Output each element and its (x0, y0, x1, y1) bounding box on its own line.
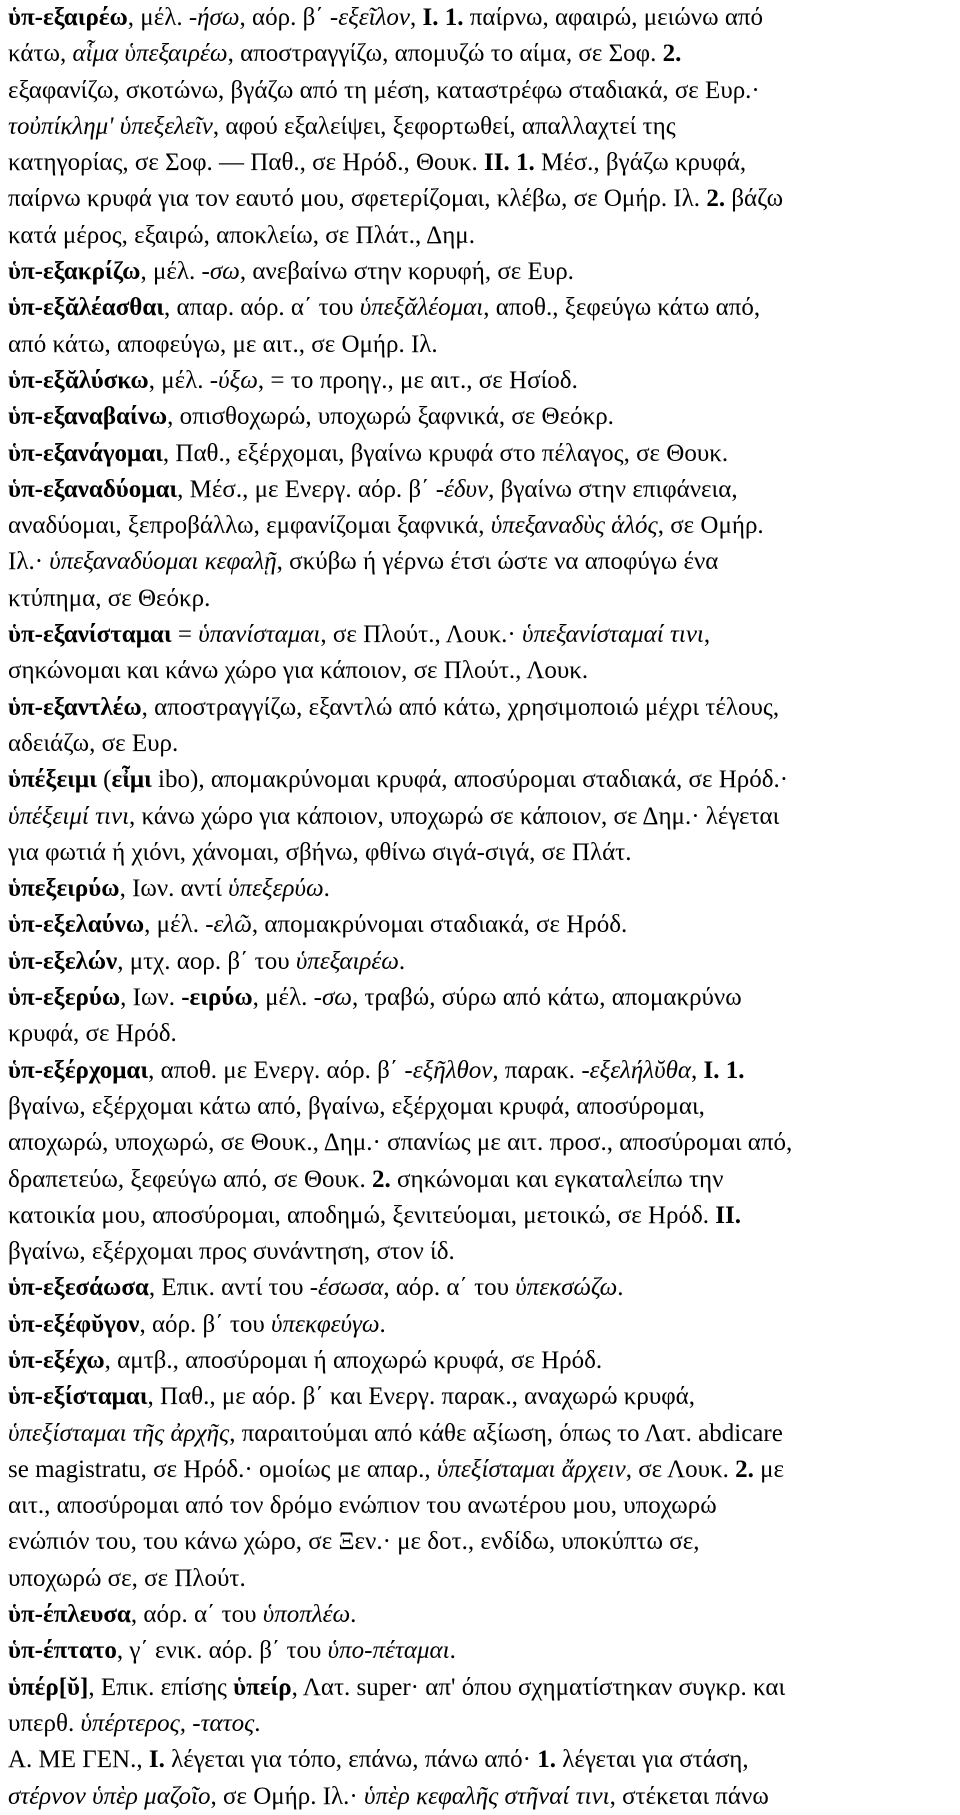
entry-headword: ὑπ-εξᾰλύσκω (8, 366, 149, 394)
text-line (8, 1307, 946, 1343)
sense-marker: -ειρύω (181, 984, 253, 1012)
text-run: , σε Πλούτ., Λουκ.· (320, 621, 522, 649)
entry-headword: ὑπ-εξέφῠγον (8, 1310, 140, 1338)
italic-phrase: στέρνον ὑπὲρ μαζοῖο (8, 1782, 211, 1810)
text-run: κάτω, (8, 40, 73, 68)
sense-marker: I. (148, 1746, 165, 1774)
text-run: , = το προηγ., με αιτ., σε Ησίοδ. (257, 366, 578, 394)
entry-headword: ὑπ-έπλευσα (8, 1601, 131, 1629)
text-line (8, 1597, 946, 1633)
text-line (8, 1089, 946, 1125)
text-run: κατοικία μου, αποσύρομαι, αποδημώ, ξενιτεύομαι, μετοικώ, σε Ηρόδ. (8, 1201, 716, 1229)
text-run: , αφού εξαλείψει, ξεφορτωθεί, απαλλαχτεί της (212, 112, 676, 140)
text-run: , παραιτούμαι από κάθε αξίωση, όπως το Λατ. abdicare (229, 1419, 783, 1447)
text-run: αποχωρώ, υποχωρώ, σε Θουκ., Δημ.· σπανίως με αιτ. προσ., αποσύρομαι από, (8, 1129, 793, 1157)
text-run: , στέκεται πάνω (609, 1782, 769, 1810)
text-run: , αποθ. με Ενεργ. αόρ. β΄ (148, 1056, 405, 1084)
text-run: , (690, 1056, 704, 1084)
text-run: , οπισθοχωρώ, υποχωρώ ξαφνικά, σε Θεόκρ. (167, 403, 614, 431)
sense-marker: 2. (706, 185, 726, 213)
italic-phrase: -σω (201, 258, 240, 286)
text-line (8, 980, 946, 1016)
italic-phrase: -ύξω (209, 366, 258, 394)
text-run: , αόρ. α΄ του (130, 1601, 263, 1629)
text-run: . (398, 947, 406, 975)
entry-headword: ὑπ-εξανάγομαι (8, 439, 163, 467)
text-run: , (703, 621, 711, 649)
text-run: , Ιων. (120, 984, 182, 1012)
text-run: . (350, 1601, 357, 1629)
text-run: με (753, 1455, 785, 1483)
text-line (8, 1379, 946, 1415)
text-line (8, 145, 946, 181)
italic-phrase: αἷμα ὑπεξαιρέω (72, 40, 228, 68)
text-run: . (323, 875, 330, 903)
text-run: για φωτιά ή χιόνι, χάνομαι, σβήνω, φθίνω σιγά-σιγά, σε Πλάτ. (8, 838, 632, 866)
text-run: υποχωρώ σε, σε Πλούτ. (8, 1564, 246, 1592)
text-run: , σκύβω ή γέρνω έτσι ώστε να αποφύγω ένα (276, 548, 719, 576)
italic-phrase: ὑπὲρ κεφαλῆς στῆναί τινι (364, 1782, 610, 1810)
italic-phrase: ὑποπλέω (262, 1601, 351, 1629)
italic-phrase: ὑπεξερύω (228, 875, 324, 903)
text-line (8, 1270, 946, 1306)
text-run: κτύπημα, σε Θεόκρ. (8, 584, 211, 612)
entry-headword: ὑπ-εξελών (8, 947, 118, 975)
italic-phrase: τοὐπίκλημ' ὑπεξελεῖν (8, 112, 213, 140)
italic-phrase: ὑπεξίσταμαι ἄρχειν (436, 1455, 626, 1483)
text-line (8, 1488, 946, 1524)
text-line (8, 1452, 946, 1488)
text-run: αιτ., αποσύρομαι από τον δρόμο ενώπιον του ανωτέρου μου, υποχωρώ (8, 1492, 717, 1520)
entry-headword: ὑπ-εξελαύνω (8, 911, 145, 939)
text-line (8, 1053, 946, 1089)
text-run: , μέλ. (148, 366, 210, 394)
entry-headword: ὑπ-εξακρίζω (8, 258, 141, 286)
text-run: , Παθ., εξέρχομαι, βγαίνω κρυφά στο πέλαγος, σε Θουκ. (162, 439, 729, 467)
text-line (8, 799, 946, 835)
text-run: λέγεται για στάση, (555, 1746, 749, 1774)
text-run: , Μέσ., με Ενεργ. αόρ. β΄ (177, 475, 436, 503)
text-run: λέγεται για τόπο, επάνω, πάνω από· (164, 1746, 538, 1774)
italic-phrase: -ελῶ (205, 911, 252, 939)
text-run: , αόρ. β΄ του (139, 1310, 271, 1338)
italic-phrase: -εξῆλθον (404, 1056, 493, 1084)
text-line (8, 508, 946, 544)
text-line (8, 544, 946, 580)
text-run: ενώπιόν του, του κάνω χώρο, σε Ξεν.· με δοτ., ενδίδω, υποκύπτω σε, (8, 1528, 700, 1556)
italic-phrase: ὑπεξαιρέω (295, 947, 399, 975)
text-line (8, 653, 946, 689)
text-line (8, 1198, 946, 1234)
italic-phrase: ὑπεκσώζω (515, 1274, 618, 1302)
text-line (8, 109, 946, 145)
text-run: , Λατ. super· απ' όπου σχηματίστηκαν συγκρ. και (291, 1673, 786, 1701)
text-run: , αόρ. β΄ (239, 4, 330, 31)
text-run: Α. ΜΕ ΓΕΝ., (8, 1746, 149, 1774)
text-line (8, 617, 946, 653)
italic-phrase: -ήσω (188, 4, 240, 31)
text-run: υπερθ. (8, 1709, 81, 1737)
text-run: βάζω (725, 185, 784, 213)
text-line (8, 0, 946, 36)
text-run: . (617, 1274, 624, 1302)
text-line (8, 690, 946, 726)
text-run: , μέλ. (127, 4, 189, 31)
text-line (8, 290, 946, 326)
italic-phrase: -έδυν (435, 475, 489, 503)
text-run: , Επικ. επίσης (88, 1673, 234, 1701)
entry-headword: ὑπ-εξανίσταμαι (8, 621, 172, 649)
text-line (8, 363, 946, 399)
text-line (8, 1779, 946, 1815)
entry-headword: ὑπέξειμι (8, 766, 97, 794)
entry-headword: ὑπ-εξᾰλέασθαι (8, 294, 165, 322)
sense-marker: I. 1. (422, 4, 464, 31)
sense-marker: ὑπείρ (233, 1673, 292, 1701)
text-run: Ιλ.· (8, 548, 50, 576)
italic-phrase: ὑπεκφεύγω (271, 1310, 380, 1338)
text-run: , σε Ομήρ. Ιλ.· (210, 1782, 364, 1810)
text-run: , ανεβαίνω στην κορυφή, σε Ευρ. (239, 258, 574, 286)
entry-headword: ὑπ-εξαιρέω (8, 4, 128, 31)
italic-phrase: -έσωσα (309, 1274, 384, 1302)
text-line (8, 1343, 946, 1379)
text-run: ( (96, 766, 112, 794)
text-run: σηκώνομαι και εγκαταλείπω την (390, 1165, 724, 1193)
text-line (8, 726, 946, 762)
text-run: , απαρ. αόρ. α΄ του (164, 294, 360, 322)
text-run: δραπετεύω, ξεφεύγω από, σε Θουκ. (8, 1165, 373, 1193)
text-line (8, 327, 946, 363)
text-run: εξαφανίζω, σκοτώνω, βγάζω από τη μέση, καταστρέφω σταδιακά, σε Ευρ.· (8, 76, 760, 104)
text-run: , αποστραγγίζω, εξαντλώ από κάτω, χρησιμοποιώ μέχρι τέλους, (141, 693, 780, 721)
text-run: , Επικ. αντί του (148, 1274, 310, 1302)
text-run: se magistratu, σε Ηρόδ.· ομοίως με απαρ., (8, 1455, 437, 1483)
italic-phrase: ὑπο-πέταμαι (327, 1637, 450, 1665)
text-line (8, 1234, 946, 1270)
text-line (8, 436, 946, 472)
entry-headword: ὑπ-εξαντλέω (8, 693, 142, 721)
text-line (8, 254, 946, 290)
text-run: παίρνω κρυφά για τον εαυτό μου, σφετερίζομαι, κλέβω, σε Ομήρ. Ιλ. (8, 185, 707, 213)
text-run: , παρακ. (492, 1056, 582, 1084)
text-run: , αποστραγγίζω, απομυζώ το αίμα, σε Σοφ. (227, 40, 663, 68)
sense-marker: 1. (537, 1746, 556, 1774)
text-run: , σε Λουκ. (625, 1455, 736, 1483)
text-run: , (410, 4, 423, 31)
text-line (8, 1162, 946, 1198)
entry-headword: ὑπ-εξερύω (8, 984, 121, 1012)
italic-phrase: ὑπέξειμί τινι (8, 802, 130, 830)
text-line (8, 1742, 946, 1778)
text-line (8, 1633, 946, 1669)
text-run: . (254, 1709, 261, 1737)
text-line (8, 218, 946, 254)
text-run: κατηγορίας, σε Σοφ. — Παθ., σε Ηρόδ., Θουκ. (8, 149, 484, 177)
entry-headword: ὑπ-έπτατο (8, 1637, 117, 1665)
text-run: κρυφά, σε Ηρόδ. (8, 1020, 177, 1048)
text-run: , Ιων. αντί (119, 875, 229, 903)
text-line (8, 1524, 946, 1560)
text-line (8, 581, 946, 617)
text-line (8, 1125, 946, 1161)
sense-marker: 2. (735, 1455, 754, 1483)
text-run: = (171, 621, 199, 649)
entry-headword: ὑπέρ[ῠ] (8, 1673, 89, 1701)
italic-phrase: ὑπανίσταμαι (198, 621, 321, 649)
sense-marker: 2. (662, 40, 682, 68)
text-run: , μέλ. (144, 911, 206, 939)
italic-phrase: ὑπεξανίσταμαί τινι (522, 621, 704, 649)
italic-phrase: -εξεῖλον (329, 4, 411, 31)
text-run: αναδύομαι, ξεπροβάλλω, εμφανίζομαι ξαφνικά, (8, 512, 491, 540)
text-run: ibo), απομακρύνομαι κρυφά, αποσύρομαι σταδιακά, σε Ηρόδ.· (151, 766, 789, 794)
italic-phrase: -εξελήλῠθα (581, 1056, 691, 1084)
entry-headword: ὑπ-εξίσταμαι (8, 1383, 148, 1411)
text-run: Μέσ., βγάζω κρυφά, (534, 149, 747, 177)
text-run: , τραβώ, σύρω από κάτω, απομακρύνω (351, 984, 742, 1012)
text-run: , βγαίνω στην επιφάνεια, (488, 475, 738, 503)
entry-headword: ὑπ-εξέχω (8, 1346, 105, 1374)
text-run: , αποθ., ξεφεύγω κάτω από, (483, 294, 761, 322)
text-line (8, 1670, 946, 1706)
text-line (8, 1561, 946, 1597)
text-line (8, 762, 946, 798)
entry-headword: ὑπ-εξέρχομαι (8, 1056, 149, 1084)
italic-phrase: ὑπεξίσταμαι τῆς ἀρχῆς (8, 1419, 230, 1447)
text-run: παίρνω, αφαιρώ, μειώνω από (463, 4, 764, 31)
text-line (8, 472, 946, 508)
text-run: . (449, 1637, 456, 1665)
text-run: . (379, 1310, 386, 1338)
text-run: , Παθ., με αόρ. β΄ και Ενεργ. παρακ., αναχωρώ κρυφά, (147, 1383, 696, 1411)
text-run: βγαίνω, εξέρχομαι κάτω από, βγαίνω, εξέρχομαι κρυφά, αποσύρομαι, (8, 1092, 705, 1120)
text-run: σηκώνομαι και κάνω χώρο για κάποιον, σε Πλούτ., Λουκ. (8, 657, 589, 685)
text-run: , απομακρύνομαι σταδιακά, σε Ηρόδ. (251, 911, 628, 939)
entry-headword: ὑπ-εξεσάωσα (8, 1274, 149, 1302)
text-run: , αμτβ., αποσύρομαι ή αποχωρώ κρυφά, σε Ηρόδ. (104, 1346, 603, 1374)
text-line (8, 1416, 946, 1452)
italic-phrase: ὑπέρτερος, -τατος (80, 1709, 255, 1737)
text-run: , μέλ. (252, 984, 314, 1012)
text-run: , κάνω χώρο για κάποιον, υποχωρώ σε κάποιον, σε Δημ.· λέγεται (129, 802, 780, 830)
text-line (8, 181, 946, 217)
text-run: , γ΄ ενικ. αόρ. β΄ του (116, 1637, 328, 1665)
text-line (8, 907, 946, 943)
text-line (8, 36, 946, 72)
entry-headword: ὑπ-εξαναδύομαι (8, 475, 178, 503)
text-run: από κάτω, αποφεύγω, με αιτ., σε Ομήρ. Ιλ. (8, 330, 438, 358)
text-line (8, 835, 946, 871)
text-line (8, 399, 946, 435)
italic-phrase: ὑπεξαναδὺς ἁλός (490, 512, 658, 540)
text-run: βγαίνω, εξέρχομαι προς συνάντηση, στον ίδ. (8, 1238, 455, 1266)
text-run: , μέλ. (140, 258, 202, 286)
italic-phrase: -σω (313, 984, 352, 1012)
text-line (8, 871, 946, 907)
text-line (8, 944, 946, 980)
text-line (8, 73, 946, 109)
sense-marker: εἶμι (111, 766, 152, 794)
text-line (8, 1706, 946, 1742)
sense-marker: II. 1. (484, 149, 535, 177)
italic-phrase: ὑπεξαναδύομαι κεφαλῇ (49, 548, 277, 576)
text-run: αδειάζω, σε Ευρ. (8, 729, 179, 757)
entry-headword: ὑπεξειρύω (8, 875, 120, 903)
entry-headword: ὑπ-εξαναβαίνω (8, 403, 168, 431)
text-run: κατά μέρος, εξαιρώ, αποκλείω, σε Πλάτ., Δημ. (8, 221, 475, 249)
sense-marker: II. (715, 1201, 741, 1229)
text-run: , σε Ομήρ. (657, 512, 764, 540)
text-run: , μτχ. αορ. β΄ του (117, 947, 296, 975)
italic-phrase: ὑπεξᾰλέομαι (359, 294, 484, 322)
text-run: , αόρ. α΄ του (383, 1274, 516, 1302)
sense-marker: I. 1. (703, 1056, 745, 1084)
text-line (8, 1016, 946, 1052)
sense-marker: 2. (372, 1165, 391, 1193)
